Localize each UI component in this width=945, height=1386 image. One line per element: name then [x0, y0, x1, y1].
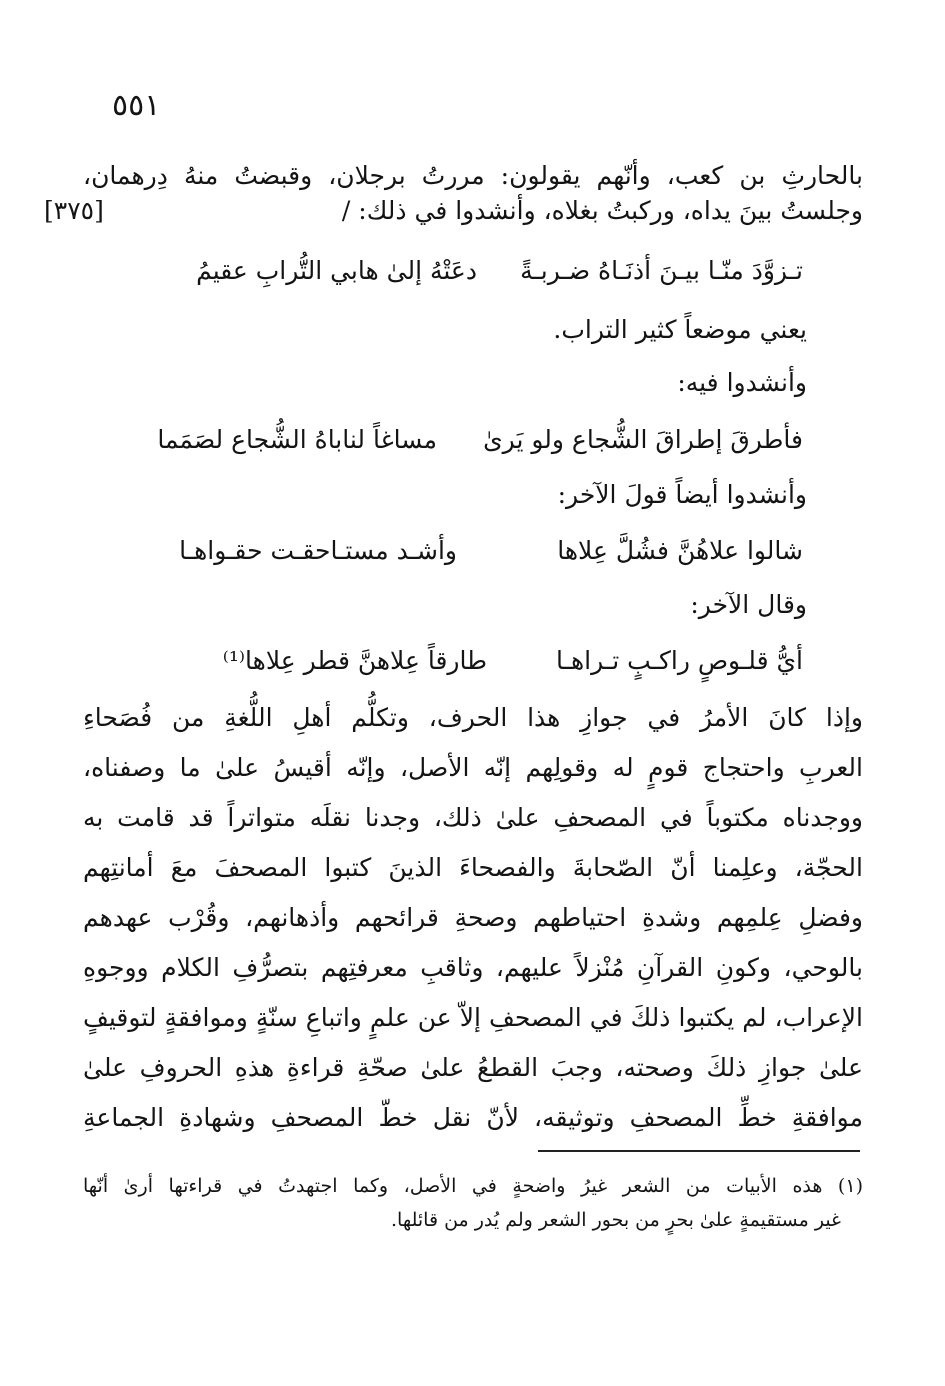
text-line: بالحارثِ بن كعب، وأنّهم يقولون: مررتُ برجلان، وقبضتُ منهُ دِرهمان،: [83, 161, 863, 190]
text-line: وقال الآخر:: [690, 590, 807, 619]
footnote-line: (١) هذه الأبيات من الشعر غيرُ واضحةٍ في الأصل، وكما اجتهدتُ في قراءتها أرىٰ أنّها: [83, 1175, 863, 1197]
paragraph-line: الحجّة، وعلِمنا أنّ الصّحابةَ والفصحاءَ الذينَ كتبوا المصحفَ معَ أمانتِهم: [83, 853, 863, 882]
paragraph-line: موافقةِ خطِّ المصحفِ وتوثيقه، لأنّ نقل خطّ المصحفِ وشهادةِ الجماعةِ: [83, 1103, 863, 1132]
paragraph-line: علىٰ جوازِ ذلكَ وصحته، وجبَ القطعُ علىٰ صحّةِ قراءةِ هذهِ الحروفِ علىٰ: [83, 1053, 863, 1082]
text-line: وأنشدوا فيه:: [677, 368, 807, 397]
verse-hemistich-left: وأشـد مستـاحقـت حقـواهـا: [179, 536, 457, 565]
paragraph-line: وإذا كانَ الأمرُ في جوازِ هذا الحرف، وتكلُّم أهلِ اللُّغةِ من فُصَحاءِ: [83, 703, 863, 732]
verse-hemistich-right: أيُّ قلـوصٍ راكـبٍ تـراهـا: [556, 646, 803, 675]
paragraph-line: وفضلِ عِلمِهم وشدةِ احتياطهم وصحةِ قرائحهم وأذهانهم، وقُرْب عهدهم: [83, 903, 863, 932]
text-line: وجلستُ بينَ يداه، وركبتُ بغلاه، وأنشدوا في ذلك: /: [341, 196, 863, 225]
text-line: وأنشدوا أيضاً قولَ الآخر:: [557, 480, 807, 509]
footnote-divider: [538, 1150, 860, 1152]
page-reference: [٣٧٥]: [44, 196, 104, 225]
verse-hemistich-left: دعَتْهُ إلىٰ هابي التُّرابِ عقيمُ: [196, 256, 477, 285]
paragraph-line: العربِ واحتجاج قومٍ له وقولِهم إنّه الأصل، وإنّه أقيسُ علىٰ ما وصفناه،: [83, 753, 863, 782]
paragraph-line: الإعراب، لم يكتبوا ذلكَ في المصحفِ إلاّ عن علمٍ واتباعِ سنّةٍ وموافقةٍ لتوقيفٍ: [83, 1003, 863, 1032]
page-number: ٥٥١: [112, 88, 161, 123]
paragraph-line: بالوحي، وكونِ القرآنِ مُنْزلاً عليهم، وثاقبِ معرفتِهم بتصرُّفِ الكلام ووجوهِ: [83, 953, 863, 982]
verse-hemistich-left: مساغاً لناباهُ الشُّجاع لصَمَما: [157, 425, 437, 454]
paragraph-line: ووجدناه مكتوباً في المصحفِ علىٰ ذلك، وجدنا نقلَه متواتراً قد قامت به: [83, 803, 863, 832]
verse-hemistich-right: تـزوَّدَ منّـا بيـنَ أذنَـاهُ ضـربـةً: [520, 256, 803, 285]
footnote-line: غير مستقيمةٍ علىٰ بحرٍ من بحور الشعر ولم يُدر من قائلها.: [391, 1209, 841, 1231]
verse-hemistich-left: طارقاً عِلاهنَّ قطر عِلاها⁽¹⁾: [222, 646, 487, 675]
verse-hemistich-right: شالوا علاهُنَّ فشُلَّ عِلاها: [557, 536, 803, 565]
verse-hemistich-right: فأطرقَ إطراقَ الشُّجاع ولو يَرىٰ: [483, 425, 803, 454]
text-line: يعني موضعاً كثير التراب.: [553, 315, 807, 344]
